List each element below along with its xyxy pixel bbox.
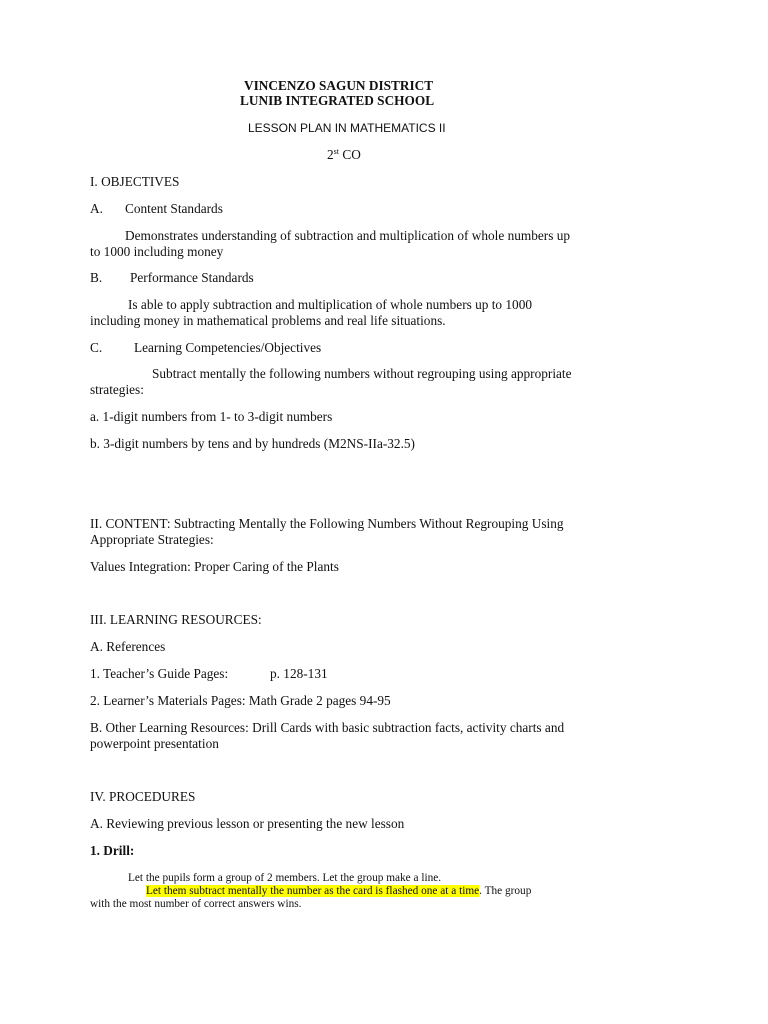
drill-line3: with the most number of correct answers wins. xyxy=(90,898,302,910)
content-standards-label: A. xyxy=(90,201,103,216)
learners-materials: 2. Learner’s Materials Pages: Math Grade 2 pages 94-95 xyxy=(90,693,391,708)
objective-item-b: b. 3-digit numbers by tens and by hundreds (M2NS-IIa-32.5) xyxy=(90,436,415,451)
performance-standards-label: B. xyxy=(90,270,103,285)
content-line1: II. CONTENT: Subtracting Mentally the Following Numbers Without Regrouping Using xyxy=(90,516,564,531)
content-standards-body-line1: Demonstrates understanding of subtraction and multiplication of whole numbers up xyxy=(125,228,570,243)
drill-title: 1. Drill: xyxy=(90,843,135,858)
school-name: LUNIB INTEGRATED SCHOOL xyxy=(240,93,435,108)
competencies-label: C. xyxy=(90,340,103,355)
values-integration: Values Integration: Proper Caring of the Plants xyxy=(90,559,339,574)
district-name: VINCENZO SAGUN DISTRICT xyxy=(244,78,434,93)
other-resources-line1: B. Other Learning Resources: Drill Cards with basic subtraction facts, activity charts and xyxy=(90,720,565,735)
highlighted-instruction: Let them subtract mentally the number as the card is flashed one at a time xyxy=(146,885,480,897)
teachers-guide-label: 1. Teacher’s Guide Pages: xyxy=(90,666,229,681)
drill-line2-rest: . The group xyxy=(479,885,532,897)
competencies-title: Learning Competencies/Objectives xyxy=(134,340,322,355)
competencies-body-line2: strategies: xyxy=(90,382,144,397)
review-lesson: A. Reviewing previous lesson or presenting the new lesson xyxy=(90,816,405,831)
references-label: A. References xyxy=(90,639,166,654)
performance-standards-body-line1: Is able to apply subtraction and multiplication of whole numbers up to 1000 xyxy=(128,297,533,312)
drill-line1: Let the pupils form a group of 2 members. Let the group make a line. xyxy=(128,872,442,884)
co-label xyxy=(327,147,361,163)
performance-standards-title: Performance Standards xyxy=(130,270,254,285)
co-superscript: st xyxy=(333,147,339,156)
performance-standards-body-line2: including money in mathematical problems and real life situations. xyxy=(90,313,446,328)
plan-title: LESSON PLAN IN MATHEMATICS II xyxy=(248,121,446,135)
objectives-heading: I. OBJECTIVES xyxy=(90,174,180,189)
content-standards-body-line2: to 1000 including money xyxy=(90,244,224,259)
other-resources-line2: powerpoint presentation xyxy=(90,736,219,751)
teachers-guide-pages: p. 128-131 xyxy=(270,666,328,681)
competencies-body-line1: Subtract mentally the following numbers without regrouping using appropriate xyxy=(152,366,572,381)
co-number: 2 xyxy=(327,147,334,162)
procedures-heading: IV. PROCEDURES xyxy=(90,789,196,804)
co-text: CO xyxy=(339,147,361,162)
objective-item-a: a. 1-digit numbers from 1- to 3-digit numbers xyxy=(90,409,333,424)
content-line2: Appropriate Strategies: xyxy=(90,532,214,547)
resources-heading: III. LEARNING RESOURCES: xyxy=(90,612,262,627)
content-standards-title: Content Standards xyxy=(125,201,223,216)
